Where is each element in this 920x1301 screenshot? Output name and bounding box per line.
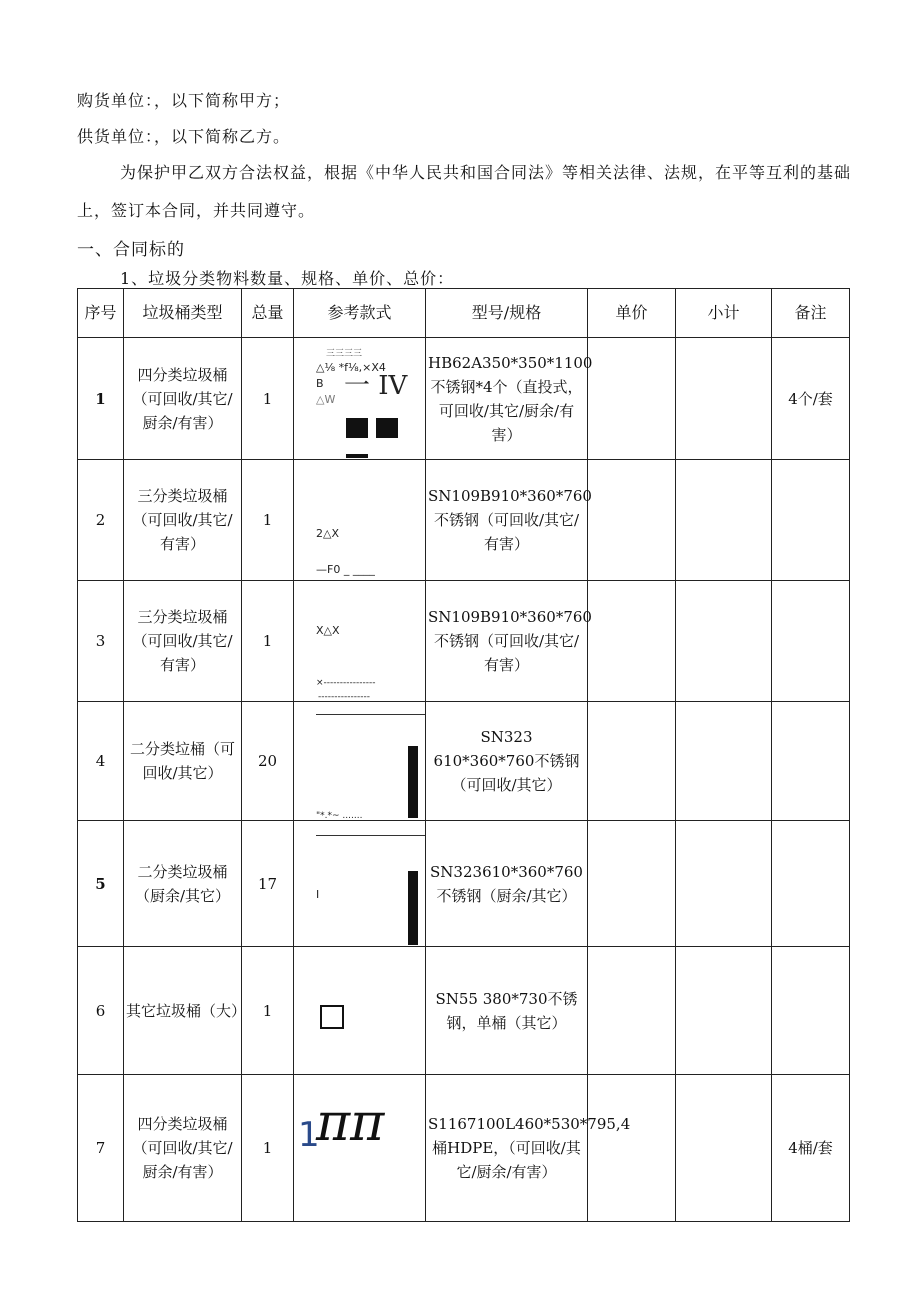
row-subtotal (676, 338, 772, 460)
sketch-label: 三三三三 (326, 349, 363, 359)
row-type: 四分类垃圾桶（可回收/其它/厨余/有害） (124, 1075, 242, 1222)
row-model: SN55 380*730不锈钢，单桶（其它） (426, 947, 588, 1075)
row-style-image (294, 460, 426, 581)
row-style-image (294, 821, 426, 947)
table-row (78, 947, 850, 1075)
row-model: SN109B910*360*760不锈钢（可回收/其它/有害） (426, 460, 588, 581)
row-subtotal (676, 1075, 772, 1222)
row-note (772, 460, 850, 581)
sketch-line (316, 714, 426, 715)
sketch-label: —F0 _ ____ (316, 563, 375, 576)
sketch-label: ---------------- (318, 692, 370, 702)
row-no: 4 (78, 702, 124, 821)
sketch-block (346, 418, 368, 438)
row-model: SN323 610*360*760不锈钢（可回收/其它） (426, 702, 588, 821)
row-no: 5 (78, 821, 124, 947)
col-model: 型号/规格 (426, 289, 588, 338)
row-style-image (294, 581, 426, 702)
row-note: 4桶/套 (772, 1075, 850, 1222)
row-style-image (294, 702, 426, 821)
row-price (588, 581, 676, 702)
row-price (588, 338, 676, 460)
sketch-block (346, 454, 368, 458)
row-style-image (294, 1075, 426, 1222)
row-subtotal (676, 702, 772, 821)
row-note (772, 821, 850, 947)
row-no: 6 (78, 947, 124, 1075)
row-qty: 1 (242, 947, 294, 1075)
sketch-label: 1 (298, 1115, 320, 1155)
row-type: 三分类垃圾桶（可回收/其它/有害） (124, 460, 242, 581)
sketch-label: "*.*~ ....... (316, 811, 363, 821)
table-row (78, 338, 850, 460)
sketch-block (408, 871, 418, 945)
col-style: 参考款式 (294, 289, 426, 338)
row-no: 1 (78, 338, 124, 460)
col-qty: 总量 (242, 289, 294, 338)
row-model: HB62A350*350*1100不锈钢*4个（直投式，可回收/其它/厨余/有害） (426, 338, 588, 460)
sketch-label: B (316, 377, 324, 390)
row-qty: 1 (242, 460, 294, 581)
row-no: 7 (78, 1075, 124, 1222)
sketch-label: △⅛ *f⅛,×X4 (316, 361, 386, 374)
row-note (772, 581, 850, 702)
row-price (588, 1075, 676, 1222)
row-subtotal (676, 821, 772, 947)
sketch-label: X△X (316, 624, 340, 637)
table-row (78, 581, 850, 702)
sketch-label: I (316, 888, 320, 901)
row-subtotal (676, 947, 772, 1075)
row-qty: 1 (242, 1075, 294, 1222)
sketch-line (316, 835, 426, 836)
col-note: 备注 (772, 289, 850, 338)
row-type: 二分类垃桶（可回收/其它） (124, 702, 242, 821)
table-row (78, 821, 850, 947)
sketch-label: 2△X (316, 527, 339, 540)
table-header-row (78, 289, 850, 338)
goods-table (77, 288, 850, 1222)
sketch-label: 一 IV (344, 371, 408, 401)
col-no: 序号 (78, 289, 124, 338)
intro-line-2: 上，签订本合同，并共同遵守。 (77, 201, 316, 220)
row-style-image (294, 338, 426, 460)
row-note: 4个/套 (772, 338, 850, 460)
sketch-block (408, 746, 418, 818)
row-model: SN323610*360*760不锈钢（厨余/其它） (426, 821, 588, 947)
row-no: 2 (78, 460, 124, 581)
row-style-image (294, 947, 426, 1075)
col-price: 单价 (588, 289, 676, 338)
subsection-heading: 1、垃圾分类物料数量、规格、单价、总价： (120, 269, 455, 288)
row-type: 三分类垃圾桶（可回收/其它/有害） (124, 581, 242, 702)
row-subtotal (676, 460, 772, 581)
row-model: SN109B910*360*760不锈钢（可回收/其它/有害） (426, 581, 588, 702)
table-row (78, 460, 850, 581)
section-heading: 一、合同标的 (77, 240, 185, 260)
row-note (772, 947, 850, 1075)
sketch-label: ππ (316, 1093, 385, 1153)
supplier-line: 供货单位：，以下简称乙方。 (77, 127, 291, 146)
row-note (772, 702, 850, 821)
row-type: 二分类垃圾桶（厨余/其它） (124, 821, 242, 947)
row-qty: 20 (242, 702, 294, 821)
table-row (78, 702, 850, 821)
table-row (78, 1075, 850, 1222)
row-subtotal (676, 581, 772, 702)
row-type: 其它垃圾桶（大） (124, 947, 242, 1075)
row-price (588, 702, 676, 821)
row-price (588, 947, 676, 1075)
row-model: S1167100L460*530*795,4桶HDPE，（可回收/其它/厨余/有害） (426, 1075, 588, 1222)
row-type: 四分类垃圾桶（可回收/其它/厨余/有害） (124, 338, 242, 460)
row-qty: 17 (242, 821, 294, 947)
col-subtotal: 小计 (676, 289, 772, 338)
intro-line-1: 为保护甲乙双方合法权益，根据《中华人民共和国合同法》等相关法律、法规，在平等互利的基础 (120, 163, 852, 182)
col-type: 垃圾桶类型 (124, 289, 242, 338)
sketch-label: △W (316, 393, 336, 406)
buyer-line: 购货单位：，以下简称甲方； (77, 91, 291, 110)
sketch-label: ×---------------- (316, 678, 376, 688)
row-qty: 1 (242, 581, 294, 702)
sketch-block (376, 418, 398, 438)
row-price (588, 460, 676, 581)
sketch-square (320, 1005, 344, 1029)
row-price (588, 821, 676, 947)
row-no: 3 (78, 581, 124, 702)
row-qty: 1 (242, 338, 294, 460)
